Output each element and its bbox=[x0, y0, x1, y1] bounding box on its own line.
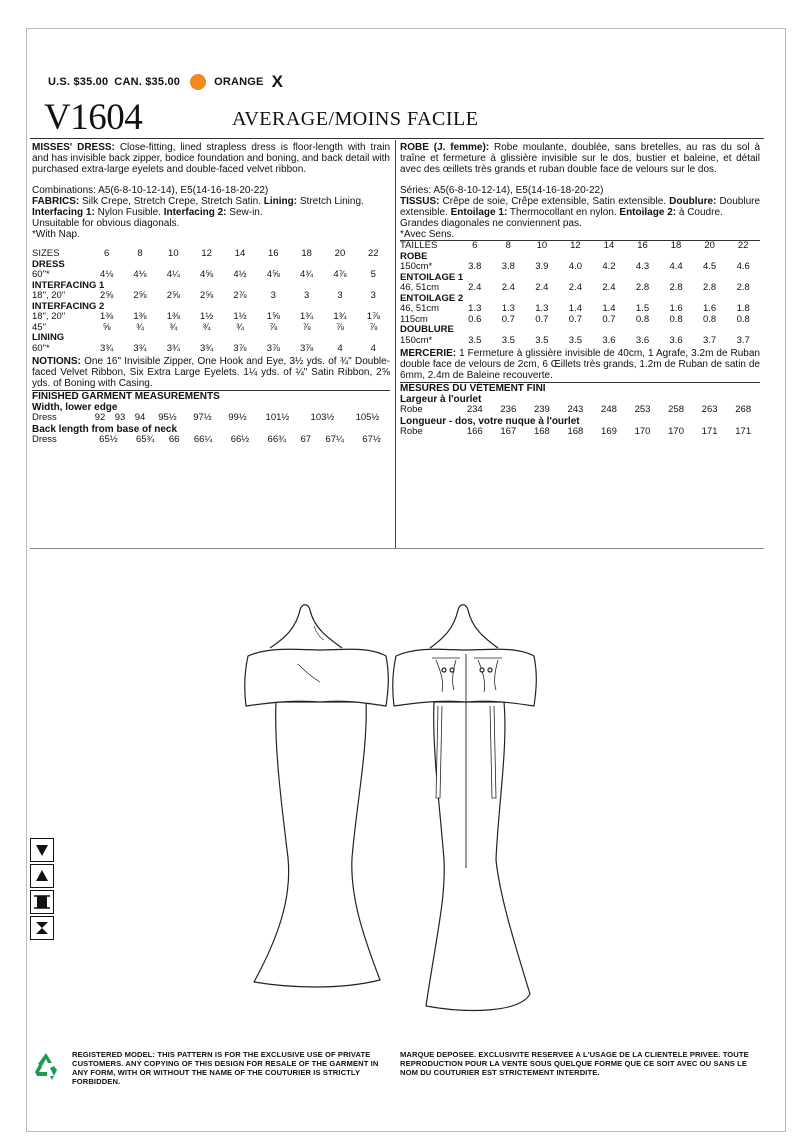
table-section-header: INTERFACING 2 bbox=[32, 300, 105, 312]
english-width-table bbox=[32, 413, 390, 424]
front-skirt bbox=[254, 702, 380, 987]
english-combinations: Combinations: A5(6-8-10-12-14), E5(14-16-18-20-22) bbox=[32, 185, 269, 196]
recycle-icon bbox=[30, 1050, 62, 1082]
table-row: 150cm* 3.8 3.8 3.9 4.0 4.2 4.3 4.4 4.5 4.6 bbox=[400, 261, 750, 272]
front-view-dress bbox=[245, 605, 389, 987]
french-sens: *Avec Sens. bbox=[400, 229, 455, 240]
table-section-header: DOUBLURE bbox=[400, 324, 454, 335]
french-tissus: TISSUS: Crêpe de soie, Crêpe extensible, Satin extensible. Doublure: Doublure extensible. Entoilage 1: Thermocollant en nylon. Entoilage 2: à Coudre. bbox=[400, 196, 761, 218]
front-neck-shoulders bbox=[270, 605, 342, 648]
french-yardage-table bbox=[400, 240, 760, 346]
table-row: 60"* 3¾ 3¾ 3¾ 3¾ 3⅞ 3⅞ 3⅞ 4 4 bbox=[32, 342, 376, 354]
table-section-header: ENTOILAGE 2 bbox=[400, 292, 464, 304]
sizes-row: SIZES 6 8 10 12 14 16 18 20 22 bbox=[32, 248, 379, 259]
table-row: Robe 166 167 168 168 169 170 170 171 171 bbox=[400, 425, 752, 437]
table-row: Dress 65½ 65¾ 66 66¼ 66½ 66¾ 67 67¼ 67½ bbox=[32, 433, 381, 445]
table-row: 18", 20" 2⅝ 2⅝ 2⅝ 2⅝ 2⅞ 3 3 3 3 bbox=[32, 290, 376, 301]
triangle-down-icon bbox=[30, 838, 54, 862]
hourglass-icon bbox=[30, 916, 54, 940]
price-header bbox=[48, 72, 289, 92]
pattern-symbol-column bbox=[30, 838, 56, 942]
table-section-header: ROBE bbox=[400, 250, 428, 262]
largeur-header: Largeur à l'ourlet bbox=[400, 394, 482, 405]
table-row: 46, 51cm 2.4 2.4 2.4 2.4 2.4 2.8 2.8 2.8 2.8 bbox=[400, 282, 750, 293]
english-column bbox=[32, 142, 390, 445]
sizes-row: TAILLES 6 8 10 12 14 16 18 20 22 bbox=[400, 240, 749, 251]
back-off-shoulder-ruffle bbox=[393, 649, 537, 706]
english-unsuitable: Unsuitable for obvious diagonals. bbox=[32, 218, 180, 229]
table-row: Dress 92 93 94 95½ 97½ 99½ 101½ 103½ 105½ bbox=[32, 412, 380, 423]
table-row: 45" ⅝ ¾ ¾ ¾ ¾ ⅞ ⅞ ⅞ ⅞ bbox=[32, 321, 378, 333]
table-row: 60"* 4⅛ 4⅛ 4¼ 4⅝ 4½ 4⅝ 4¾ 4⅞ 5 bbox=[32, 269, 376, 280]
eyelet-icon bbox=[442, 668, 446, 672]
back-length-header: Back length from base of neck bbox=[32, 423, 178, 435]
back-skirt-with-train bbox=[426, 702, 530, 1010]
table-row: 46, 51cm 1.3 1.3 1.3 1.4 1.4 1.5 1.6 1.6 1.8 bbox=[400, 303, 750, 314]
table-row: Robe 234 236 239 243 248 253 258 263 268 bbox=[400, 404, 752, 415]
header-rule bbox=[30, 138, 764, 139]
french-description: ROBE (J. femme): Robe moulante, doublée, sans bretelles, au ras du sol à traîne et fermeture à glissière invisible sur le dos, bustier et baleine, et détail avec des œillets très grands et ruban double face de velours sur le dos. bbox=[400, 142, 761, 175]
english-legal-notice: REGISTERED MODEL: THIS PATTERN IS FOR THE EXCLUSIVE USE OF PRIVATE CUSTOMERS. ANY COPYING OF THIS DESIGN FOR RESALE OF THE GARMENT IN ANY FORM, WITH OR WITHOUT THE NAME OF THE COUTURIER IS STRICTLY FORBIDDEN. bbox=[72, 1050, 379, 1086]
color-mark: X bbox=[271, 72, 284, 91]
square-lines-icon bbox=[30, 890, 54, 914]
english-description: MISSES' DRESS: Close-fitting, lined strapless dress is floor-length with train and has invisible back zipper, bodice foundation and boning, and back detail with purchased extra-large eyelets and double-faced velvet ribbon. bbox=[32, 142, 391, 175]
table-section-header: DRESS bbox=[32, 258, 65, 270]
english-nap: *With Nap. bbox=[32, 229, 80, 240]
table-section-header: INTERFACING 1 bbox=[32, 279, 105, 291]
french-series: Séries: A5(6-8-10-12-14), E5(14-16-18-20-22) bbox=[400, 185, 604, 196]
finished-measurements-header: FINISHED GARMENT MEASUREMENTS bbox=[32, 390, 390, 402]
pattern-number: V1604 bbox=[44, 97, 143, 138]
french-legal-notice: MARQUE DEPOSEE. EXCLUSIVITE RESERVEE A L'USAGE DE LA CLIENTELE PRIVEE. TOUTE REPRODUCTION POUR LA VENTE SOUS QUELQUE FORME QUE CE SOIT AVEC OU SANS LE NOM DU COUTURIER EST STRICTEMENT INTERDITE. bbox=[400, 1050, 749, 1077]
eyelet-icon bbox=[488, 668, 492, 672]
english-yardage-table bbox=[32, 249, 390, 354]
table-row: 115cm 0.6 0.7 0.7 0.7 0.7 0.8 0.8 0.8 0.8 bbox=[400, 313, 750, 325]
orange-color-dot-icon bbox=[190, 74, 206, 90]
triangle-up-icon bbox=[30, 864, 54, 888]
english-notions: NOTIONS: One 16" Invisible Zipper, One Hook and Eye, 3½ yds. of ¾" Double-faced Velvet Ribbon, Six Extra Large Eyelets. 1¼ yds. of ¼" Satin Ribbon, 2⅝ yds. of Boning with Casing. bbox=[32, 356, 390, 389]
table-section-header: ENTOILAGE 1 bbox=[400, 271, 464, 283]
french-column bbox=[400, 142, 760, 437]
dress-technical-drawings bbox=[230, 598, 570, 1018]
us-price: U.S. $35.00 bbox=[48, 76, 109, 88]
back-neck-shoulders bbox=[430, 605, 498, 648]
back-view-dress bbox=[393, 605, 537, 1011]
longueur-header: Longueur - dos, votre nuque à l'ourlet bbox=[400, 415, 580, 427]
french-mercerie: MERCERIE: 1 Fermeture à glissière invisible de 40cm, 1 Agrafe, 3.2m de Ruban double face de velours de 2cm, 6 Œillets très grands, 1.2m de Ruban de satin de 6mm, 2.4m de Baleine recouverte. bbox=[400, 348, 760, 381]
mesures-header: MESURES DU VÊTEMENT FINI bbox=[400, 382, 760, 394]
difficulty-level: AVERAGE/MOINS FACILE bbox=[232, 108, 479, 130]
eyelet-icon bbox=[480, 668, 484, 672]
english-fabrics: FABRICS: Silk Crepe, Stretch Crepe, Stretch Satin. Lining: Stretch Lining. Interfacing 1: Nylon Fusible. Interfacing 2: Sew-in. bbox=[32, 196, 364, 218]
table-section-header: LINING bbox=[32, 332, 65, 343]
can-price: CAN. $35.00 bbox=[114, 76, 181, 88]
english-back-length-table bbox=[32, 435, 390, 446]
width-lower-edge-header: Width, lower edge bbox=[32, 402, 118, 413]
french-longueur-table bbox=[400, 427, 760, 438]
eyelet-icon bbox=[450, 668, 454, 672]
french-largeur-table bbox=[400, 405, 760, 416]
front-off-shoulder-ruffle bbox=[245, 649, 389, 706]
french-diagonales: Grandes diagonales ne conviennent pas. bbox=[400, 218, 582, 229]
color-label: ORANGE bbox=[214, 76, 264, 88]
table-bottom-rule bbox=[30, 548, 764, 549]
table-row: 150cm* 3.5 3.5 3.5 3.5 3.6 3.6 3.6 3.7 3.7 bbox=[400, 334, 750, 346]
table-row: 18", 20" 1⅜ 1⅜ 1⅜ 1½ 1½ 1⅝ 1¾ 1¾ 1⅞ bbox=[32, 311, 380, 322]
column-divider bbox=[395, 140, 396, 548]
